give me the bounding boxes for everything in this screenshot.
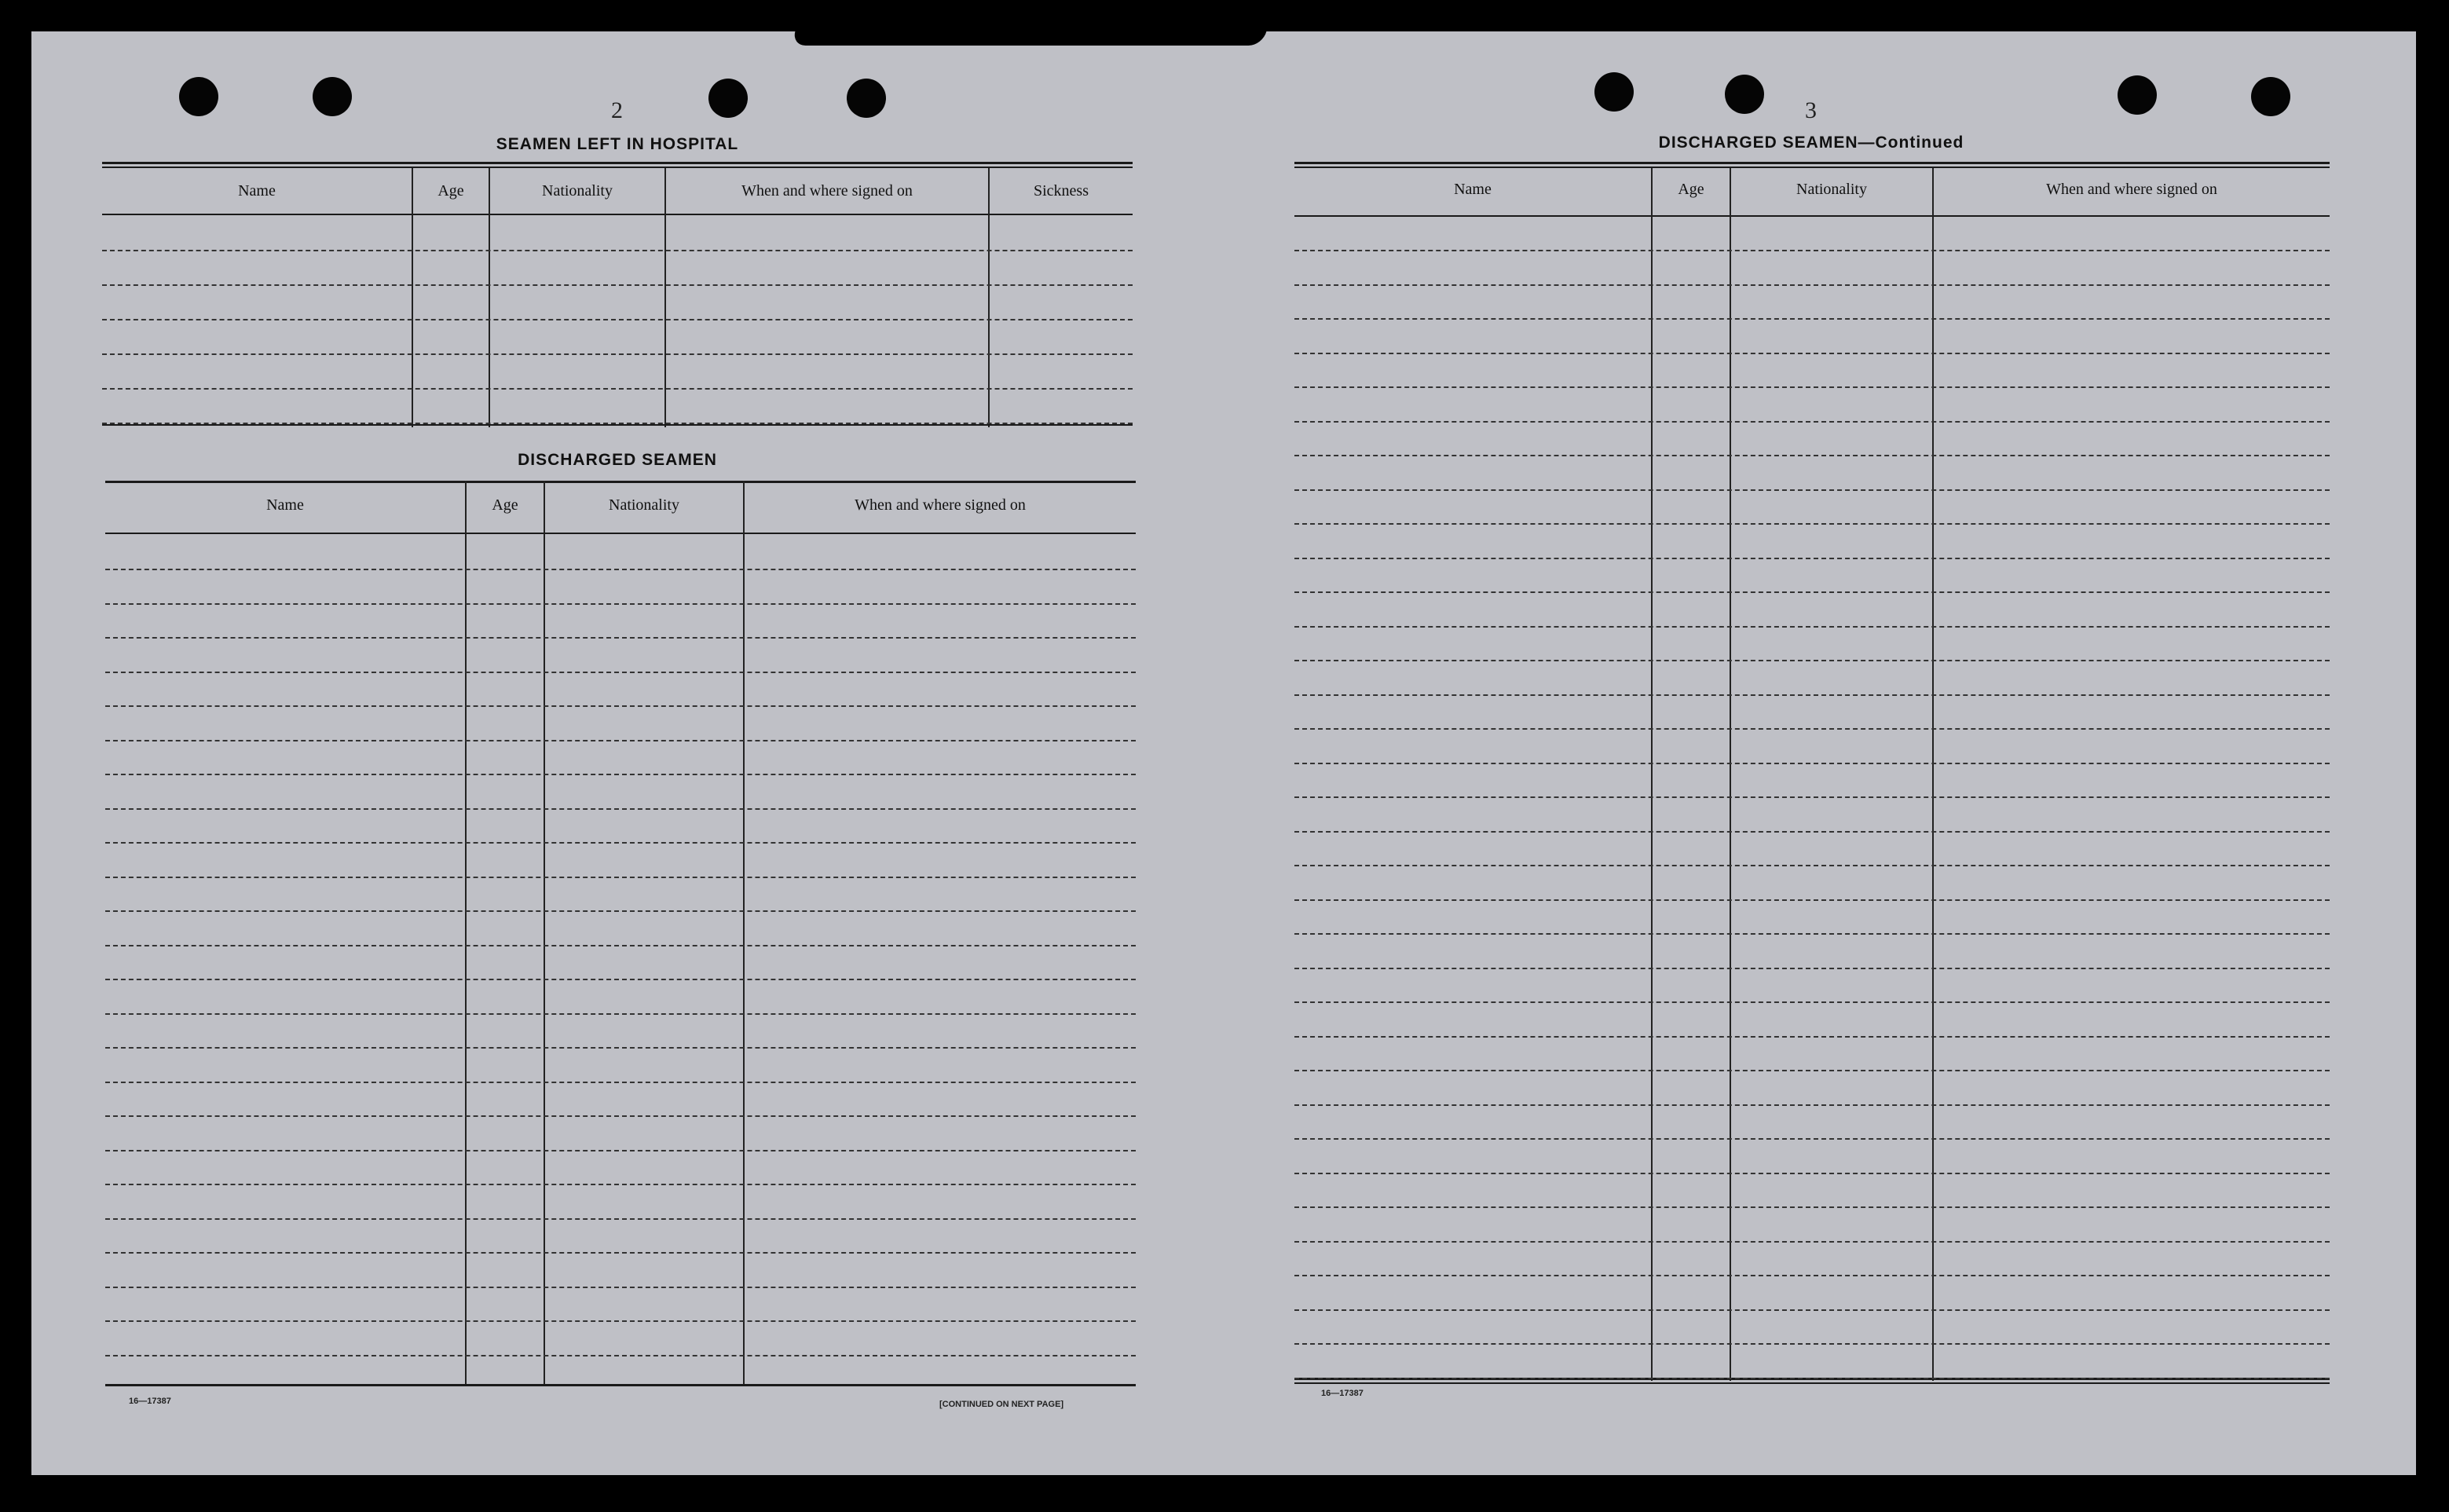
ruled-line (1294, 1173, 2330, 1174)
ruled-line (105, 1115, 1136, 1117)
discharged-continued-table (1294, 162, 2330, 1384)
page-number: 3 (1805, 97, 1817, 123)
punch-hole (1725, 75, 1764, 114)
ruled-line (1294, 1036, 2330, 1038)
ruled-line (105, 774, 1136, 775)
ruled-line (1294, 1070, 2330, 1071)
ruled-line (105, 740, 1136, 741)
ruled-line (1294, 831, 2330, 833)
column-header-nationality: Nationality (542, 182, 613, 200)
ruled-line (105, 1218, 1136, 1220)
ruled-line (105, 877, 1136, 878)
column-header-age: Age (437, 182, 464, 200)
ruled-line (1294, 284, 2330, 286)
ruled-line (1294, 1001, 2330, 1003)
column-header-age: Age (1678, 181, 1704, 198)
column-header-age: Age (492, 496, 518, 514)
ruled-line (105, 569, 1136, 570)
ruled-line (1294, 558, 2330, 559)
ruled-line (105, 705, 1136, 707)
ruled-line (1294, 694, 2330, 696)
ruled-line (102, 423, 1133, 424)
ruled-line (105, 1252, 1136, 1254)
ruled-line (1294, 1104, 2330, 1106)
ruled-line (102, 353, 1133, 355)
ruled-line (1294, 1241, 2330, 1243)
ruled-line (1294, 899, 2330, 901)
ruled-line (1294, 1206, 2330, 1208)
ruled-line (1294, 386, 2330, 388)
ruled-line (1294, 728, 2330, 730)
ruled-line (1294, 865, 2330, 866)
ruled-line (1294, 968, 2330, 969)
punch-hole (179, 77, 218, 116)
hospital-section-title: SEAMEN LEFT IN HOSPITAL (496, 135, 739, 153)
punch-hole (1594, 72, 1634, 112)
ruled-line (102, 319, 1133, 320)
ruled-line (105, 910, 1136, 912)
column-header-signed-on: When and where signed on (2046, 181, 2217, 198)
discharged-table (105, 481, 1136, 1390)
ruled-line (1294, 1378, 2330, 1379)
ruled-line (1294, 796, 2330, 798)
continued-note: [CONTINUED ON NEXT PAGE] (939, 1400, 1064, 1409)
ruled-line (1294, 1275, 2330, 1276)
column-header-nationality: Nationality (1796, 181, 1867, 198)
punch-hole (2251, 77, 2290, 116)
ruled-line (1294, 1309, 2330, 1311)
ruled-line (1294, 933, 2330, 935)
ruled-line (102, 284, 1133, 286)
column-header-name: Name (238, 182, 276, 200)
punch-hole (847, 79, 886, 118)
column-header-name: Name (1454, 181, 1492, 198)
ruled-line (1294, 455, 2330, 456)
discharged-continued-title: DISCHARGED SEAMEN—Continued (1658, 134, 1964, 152)
column-header-signed-on: When and where signed on (855, 496, 1026, 514)
form-number: 16—17387 (1321, 1389, 1364, 1398)
ruled-line (105, 1082, 1136, 1083)
ruled-line (105, 637, 1136, 639)
ruled-line (1294, 1343, 2330, 1345)
ruled-line (105, 1047, 1136, 1049)
ruled-line (105, 945, 1136, 946)
ruled-line (105, 842, 1136, 844)
ruled-line (105, 672, 1136, 673)
ruled-line (102, 388, 1133, 390)
ruled-line (1294, 489, 2330, 491)
ruled-line (105, 603, 1136, 605)
ruled-line (1294, 250, 2330, 251)
column-header-name: Name (266, 496, 304, 514)
ruled-line (1294, 626, 2330, 628)
ruled-line (1294, 353, 2330, 354)
column-header-sickness: Sickness (1034, 182, 1089, 200)
ruled-line (105, 1287, 1136, 1288)
ruled-line (1294, 1138, 2330, 1140)
discharged-section-title: DISCHARGED SEAMEN (518, 451, 717, 469)
punch-hole (2118, 75, 2157, 115)
page-number: 2 (611, 97, 623, 123)
ruled-line (105, 1355, 1136, 1356)
ruled-line (105, 808, 1136, 810)
column-header-nationality: Nationality (609, 496, 679, 514)
ruled-line (1294, 763, 2330, 764)
torn-edge (792, 31, 1267, 46)
ruled-line (105, 979, 1136, 980)
ruled-line (1294, 421, 2330, 423)
ruled-line (1294, 318, 2330, 320)
ruled-line (105, 1013, 1136, 1015)
punch-hole (708, 79, 748, 118)
ruled-line (1294, 660, 2330, 661)
form-number: 16—17387 (129, 1397, 171, 1406)
hospital-table (102, 162, 1133, 427)
ruled-line (105, 1184, 1136, 1185)
ruled-line (1294, 523, 2330, 525)
punch-hole (313, 77, 352, 116)
column-header-signed-on: When and where signed on (741, 182, 913, 200)
ruled-line (105, 1320, 1136, 1322)
ruled-line (105, 1150, 1136, 1151)
ruled-line (102, 250, 1133, 251)
ruled-line (1294, 591, 2330, 593)
